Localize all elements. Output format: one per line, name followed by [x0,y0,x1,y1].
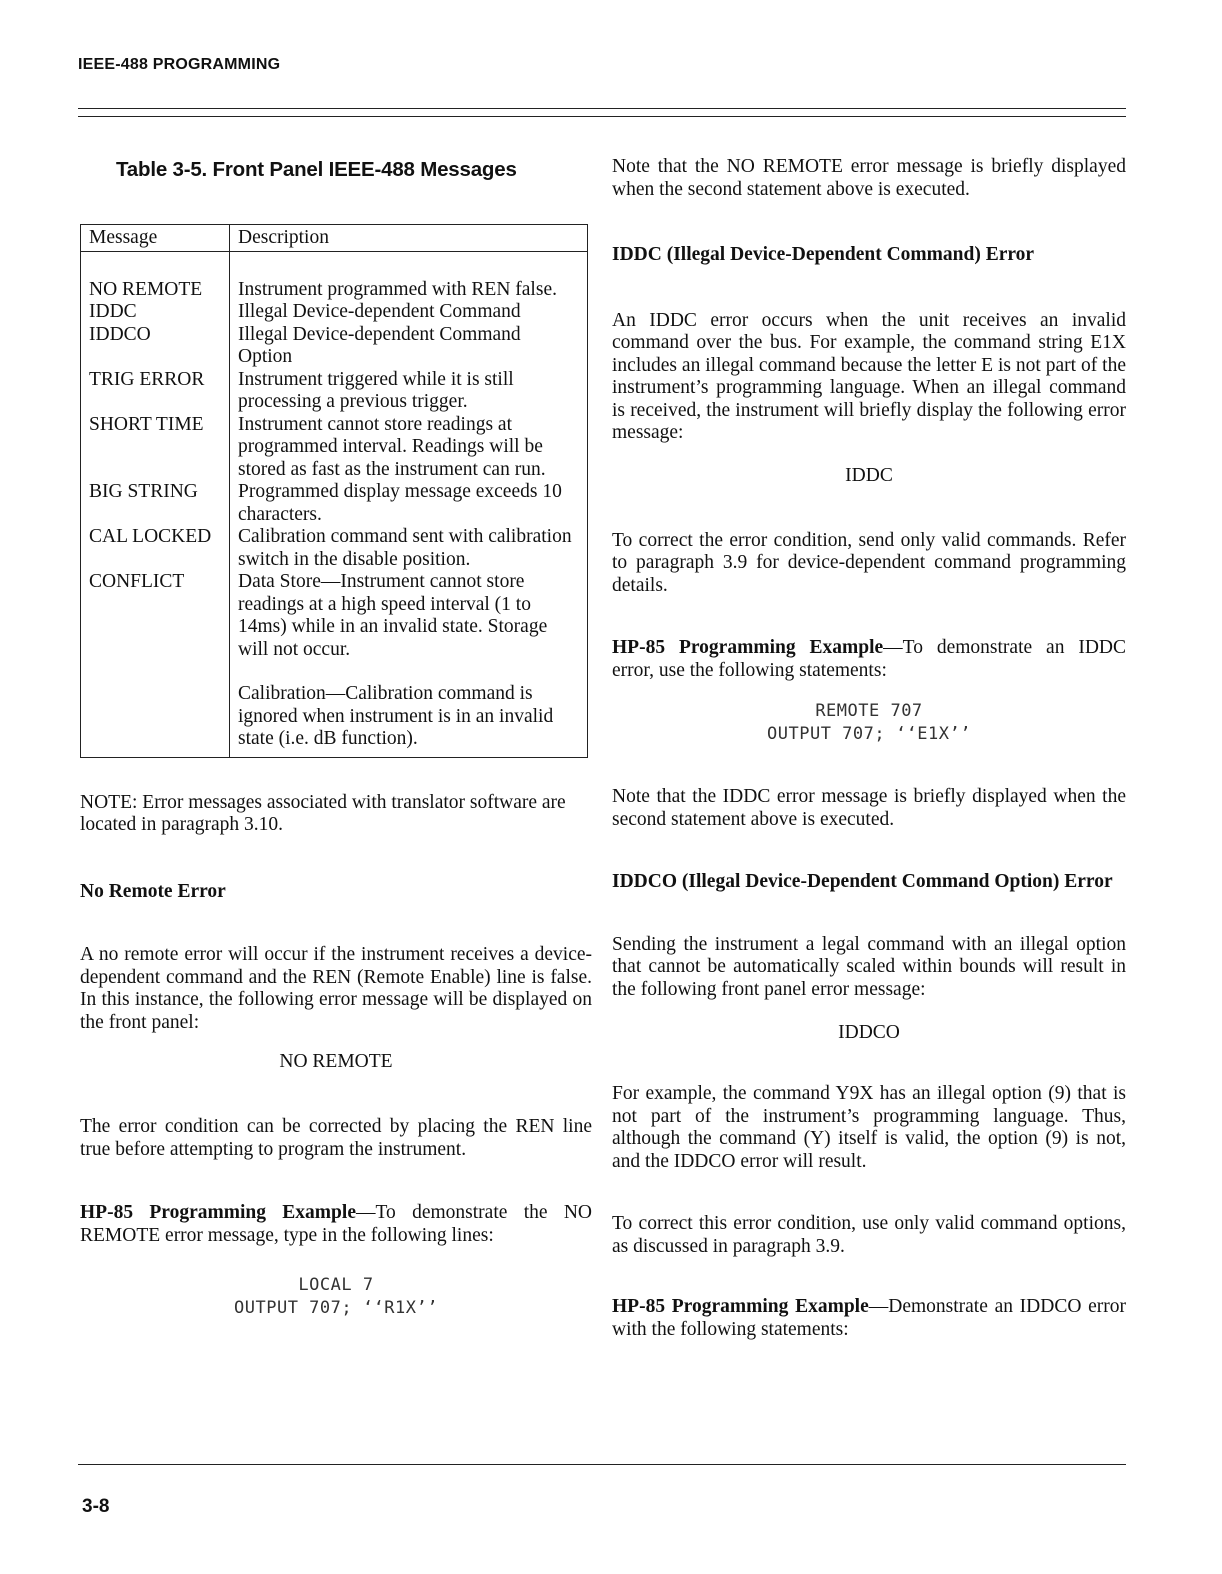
table-row [81,481,588,526]
paragraph: For example, the command Y9X has an illegal option (9) that is not part of the instrument’s programming language. Thus, although the command (Y) itself is valid, the option (9) is not, and the IDDCO error will result. [612,1083,1126,1172]
description-cell: Calibration command sent with calibration switch in the disable position. [238,526,572,570]
paragraph: To correct this error condition, use only valid command options, as discussed in paragraph 3.9. [612,1213,1126,1257]
page-number: 3-8 [82,1496,110,1517]
table-row [81,369,588,414]
header-rule-double [78,116,1126,117]
paragraph: Note that the NO REMOTE error message is briefly displayed when the second statement above is executed. [612,156,1126,200]
code-line: OUTPUT 707; ‘‘E1X’’ [767,724,971,744]
left-column [80,154,592,1320]
paragraph: An IDDC error occurs when the unit receives an invalid command over the bus. For example, the command string E1X includes an illegal command because the letter E is not part of the instrument’s programming language. When an illegal command is received, the instrument will briefly display the following error message: [612,309,1126,443]
column-header-description: Description [230,225,588,252]
description-cell: Instrument cannot store readings at programmed interval. Readings will be stored as fast as the instrument can run. [238,413,546,480]
error-display-text: IDDC [845,464,893,486]
page-header: IEEE-488 PROGRAMMING [78,56,281,73]
paragraph: The error condition can be corrected by placing the REN line true before attempting to program the instrument. [80,1116,592,1160]
message-cell: BIG STRING [81,481,230,526]
example-text: —To demonstrate an IDDC error, use the following statements: [612,637,1126,681]
paragraph: To correct the error condition, send only valid commands. Refer to paragraph 3.9 for device-dependent command programming details. [612,529,1126,596]
code-listing [80,1274,592,1320]
message-cell: CONFLICT [81,571,230,757]
programming-example [612,637,1126,682]
right-column [612,154,1126,1341]
example-text: —To demonstrate the NO REMOTE error message, type in the following lines: [80,1202,592,1246]
paragraph: Note that the IDDC error message is briefly displayed when the second statement above is executed. [612,786,1126,830]
description-cell: Illegal Device-dependent Command [238,301,521,322]
translator-note: NOTE: Error messages associated with translator software are located in paragraph 3.10. [80,791,566,835]
description-cell: Programmed display message exceeds 10 characters. [238,481,562,525]
code-line: REMOTE 707 [815,701,923,721]
table-header-row [81,225,588,252]
table-row [81,414,588,482]
paragraph: A no remote error will occur if the instrument receives a device-dependent command and the REN (Remote Enable) line is false. In this instance, the following error message will be displayed on the front panel: [80,944,592,1033]
table-row [81,301,588,324]
paragraph: Sending the instrument a legal command with an illegal option that cannot be automatically scaled within bounds will result in the following front panel error message: [612,933,1126,1000]
message-cell: IDDC [81,301,230,324]
description-cell: Instrument triggered while it is still processing a previous trigger. [238,368,514,412]
description-cell: Illegal Device-dependent Command Option [238,323,521,367]
example-text: —Demonstrate an IDDCO error with the following statements: [612,1296,1126,1340]
programming-example [612,1296,1126,1341]
table-row [81,571,588,757]
code-listing [612,700,1126,746]
section-heading: IDDCO (Illegal Device-Dependent Command Option) Error [612,871,1113,892]
table-title: Table 3-5. Front Panel IEEE-488 Messages [116,158,517,181]
example-lead: HP-85 Programming Example [80,1202,356,1223]
code-line: OUTPUT 707; ‘‘R1X’’ [234,1298,438,1318]
message-cell: IDDCO [81,324,230,369]
description-paragraph: Calibration—Calibration command is ignored when instrument is in an invalid state (i.e. dB function). [238,683,554,749]
section-heading: IDDC (Illegal Device-Dependent Command) Error [612,244,1035,265]
table-row [81,251,588,301]
column-header-message: Message [81,225,230,252]
message-cell: TRIG ERROR [81,369,230,414]
footer-rule [78,1464,1126,1465]
code-line: LOCAL 7 [298,1275,374,1295]
description-cell [230,571,588,757]
error-display-text: NO REMOTE [279,1051,393,1072]
table-row [81,324,588,369]
header-rule [78,108,1126,109]
message-cell: CAL LOCKED [81,526,230,571]
description-paragraph: Data Store—Instrument cannot store readings at a high speed interval (1 to 14ms) while in an invalid state. Storage will not occur. [238,571,548,660]
message-cell: SHORT TIME [81,414,230,482]
error-display-text: IDDCO [838,1022,900,1043]
messages-table [80,224,588,758]
section-heading: No Remote Error [80,880,226,902]
message-cell: NO REMOTE [81,251,230,301]
table-row [81,526,588,571]
example-lead: HP-85 Programming Example [612,637,884,658]
programming-example [80,1202,592,1247]
example-lead: HP-85 Programming Example [612,1296,869,1317]
description-cell: Instrument programmed with REN false. [238,278,557,300]
